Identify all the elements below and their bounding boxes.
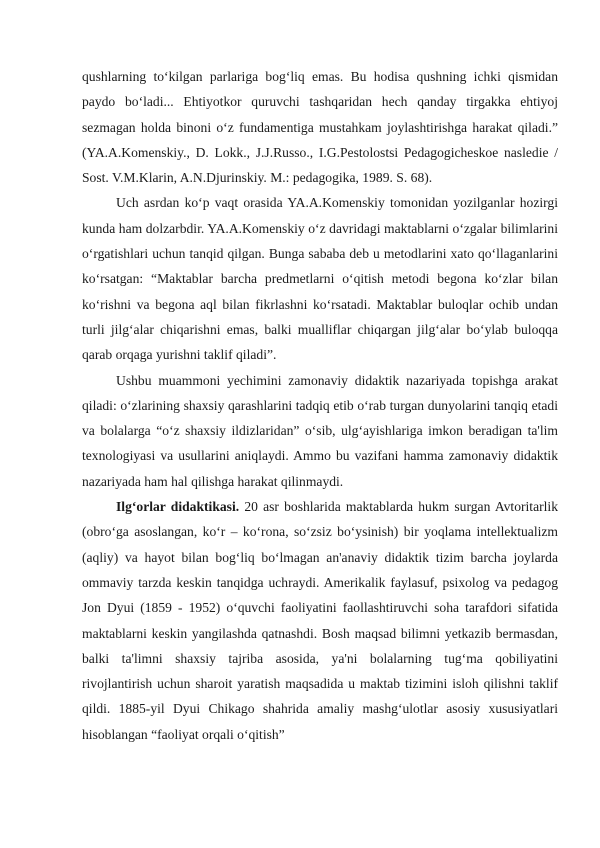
paragraph-text: Uch asrdan ko‘p vaqt orasida YA.A.Komenskiy tomonidan yozilganlar hozirgi kunda ham dolzarbdir. YA.A.Komenskiy o‘z davridagi maktablarni o‘zgalar bilimlarini o‘rgatishlari uchun tanqid qilgan. Bunga sababa deb u metodlarini xato qo‘llaganlarini ko‘rsatgan: “Maktablar barcha predmetlarni o‘qitish metodi begona ko‘zlar bilan ko‘rishni va begona aql bilan fikrlashni ko‘rsatadi. Maktablar buloqlar ochib undan turli jilg‘alar chiqarishni emas, balki mualliflar chiqargan jilg‘alar bo‘ylab buloqqa qarab orqaga yurishni taklif qiladi”. xyxy=(82,195,558,363)
paragraph-komenskiy-quote-end xyxy=(82,64,558,190)
paragraph-komenskiy-critique xyxy=(82,190,558,367)
paragraph-text: qushlarning to‘kilgan parlariga bog‘liq emas. Bu hodisa qushning ichki qismidan paydo bo‘ladi... Ehtiyotkor quruvchi tashqaridan hech qanday tirgakka ehtiyoj sezmagan holda binoni o‘z fundamentiga mustahkam joylashtirishga harakat qiladi.” (YA.A.Komenskiy., D. Lokk., J.J.Russo., I.G.Pestolostsi Pedagogicheskoe nasledie / Sost. V.M.Klarin, A.N.Djurinskiy. M.: pedagogika, 1989. S. 68). xyxy=(82,69,558,186)
paragraph-text: 20 asr boshlarida maktablarda hukm surgan Avtoritarlik (obro‘ga asoslangan, ko‘r – ko‘rona, so‘zsiz bo‘ysinish) bir yoqlama intellektualizm (aqliy) va hayot bilan bog‘liq bo‘lmagan an'anaviy didaktik tizim barcha joylarda ommaviy tarzda keskin tanqidga uchraydi. Amerikalik faylasuf, psixolog va pedagog Jon Dyui (1859 - 1952) o‘quvchi faoliyatini faollashtiruvchi soha tarafdori sifatida maktablarni keskin yangilashda qatnashdi. Bosh maqsad bilimni yetkazib bermasdan, balki ta'limni shaxsiy tajriba asosida, ya'ni bolalarning tug‘ma qobiliyatini rivojlantirish uchun sharoit yaratish maqsadida u maktab tizimini isloh qilishni taklif qildi. 1885-yil Dyui Chikago shahrida amaliy mashg‘ulotlar asosiy xususiyatlari hisoblangan “faoliyat orqali o‘qitish” xyxy=(82,499,558,742)
section-heading: Ilg‘orlar didaktikasi. xyxy=(116,499,240,515)
paragraph-progressive-didactics xyxy=(82,494,558,747)
document-page xyxy=(82,64,558,747)
paragraph-text: Ushbu muammoni yechimini zamonaviy didaktik nazariyada topishga arakat qiladi: o‘zlarining shaxsiy qarashlarini tadqiq etib o‘rab turgan dunyolarini tanqiq etadi va bolalarga “o‘z shaxsiy ildizlaridan” o‘sib, ulg‘ayishlariga imkon beradigan ta'lim texnologiyasi va usullarini aniqlaydi. Ammo bu vazifani hamma zamonaviy didaktik nazariyada ham hal qilishga harakat qilinmaydi. xyxy=(82,372,558,489)
paragraph-modern-didactics xyxy=(82,368,558,494)
